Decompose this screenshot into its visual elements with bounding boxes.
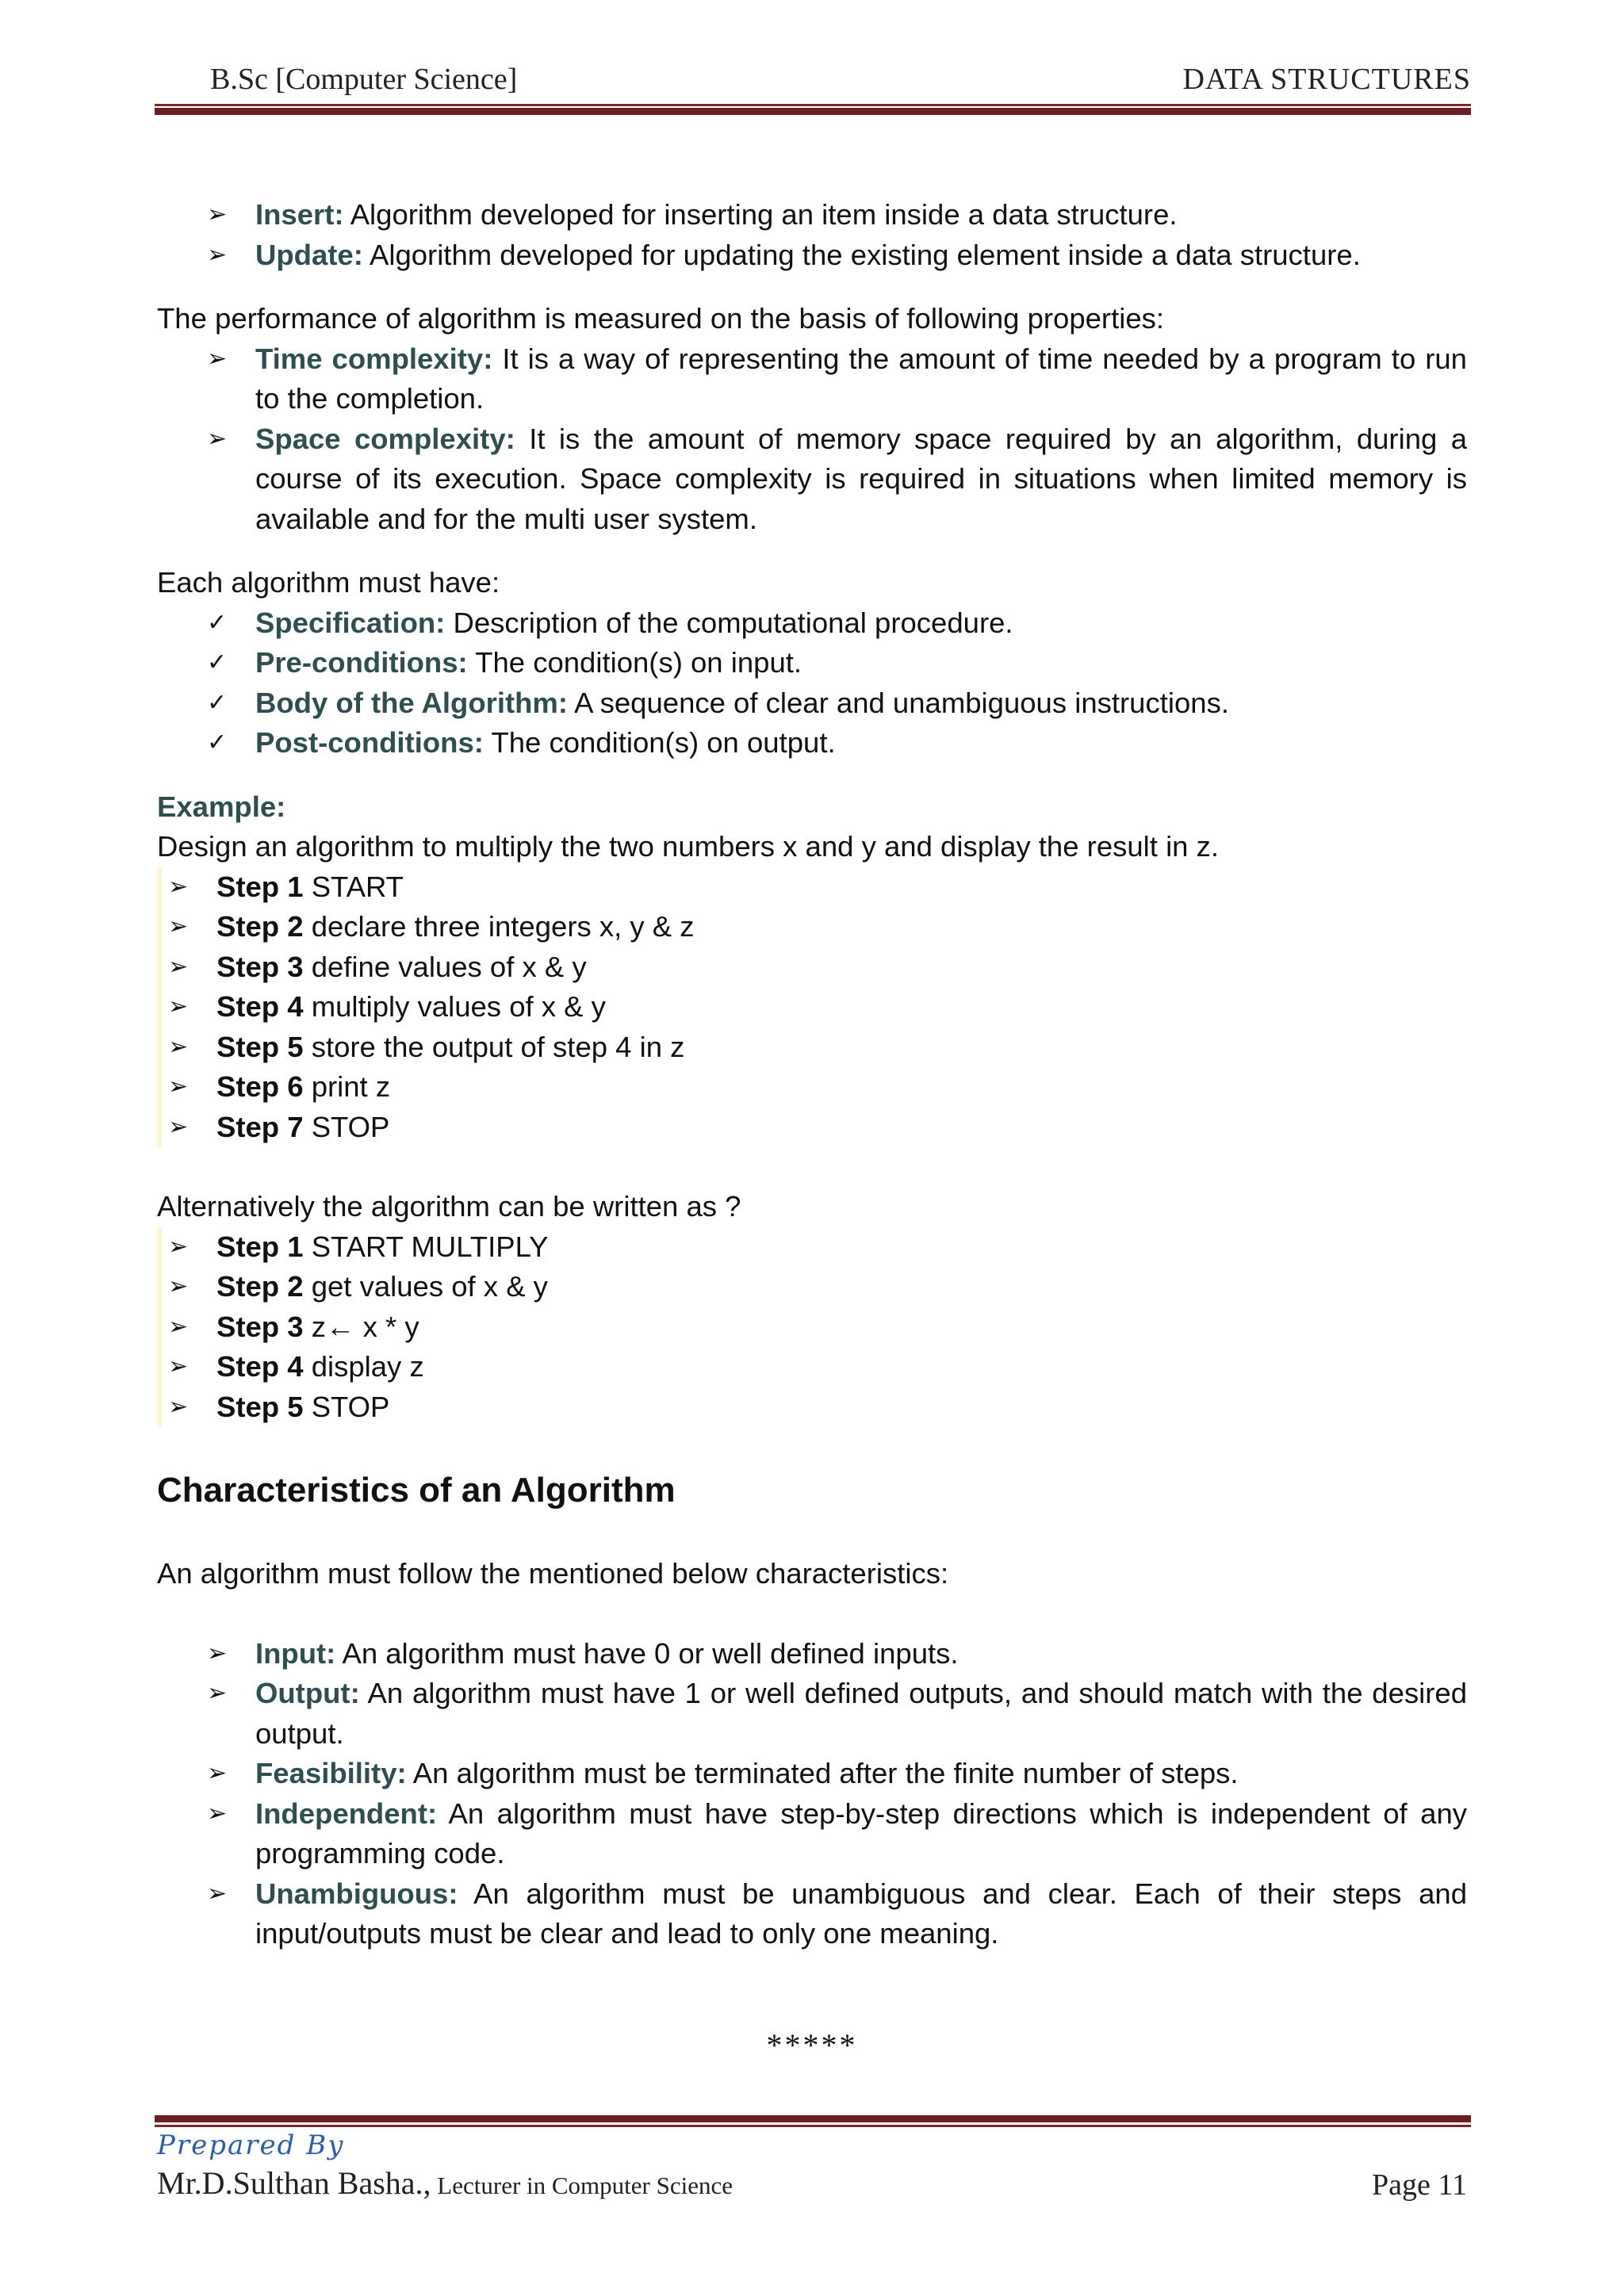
arrow-bullet-icon: ➢ <box>168 993 189 1020</box>
step-text: get values of x & y <box>303 1270 548 1303</box>
list-item <box>157 723 1467 763</box>
term-label: Specification: <box>255 606 446 639</box>
list-item <box>157 1794 1467 1874</box>
performance-list <box>157 339 1467 540</box>
check-bullet-icon: ✓ <box>207 688 228 717</box>
arrow-bullet-icon: ➢ <box>207 424 228 453</box>
step-item <box>162 1227 1467 1268</box>
step-item <box>162 1387 1467 1428</box>
list-item <box>157 1674 1467 1754</box>
step-item <box>162 947 1467 988</box>
footer-rule-thin <box>155 2125 1471 2127</box>
arrow-bullet-icon: ➢ <box>168 1032 189 1061</box>
header-rule-thick <box>155 108 1471 115</box>
term-label: Insert: <box>255 198 344 231</box>
arrow-bullet-icon: ➢ <box>168 1312 189 1341</box>
step-label: Step 2 <box>216 910 304 943</box>
step-text: print z <box>303 1070 391 1103</box>
term-text: An algorithm must be terminated after the finite number of steps. <box>406 1757 1239 1789</box>
arrow-bullet-icon: ➢ <box>207 1799 228 1827</box>
page-content <box>157 195 1467 1954</box>
step-label: Step 6 <box>216 1070 304 1103</box>
term-text: Algorithm developed for inserting an item inside a data structure. <box>343 198 1178 231</box>
must-have-intro: Each algorithm must have: <box>157 566 500 599</box>
page-number: Page 11 <box>1372 2168 1467 2202</box>
step-text: STOP <box>303 1110 390 1143</box>
example-text: Design an algorithm to multiply the two numbers x and y and display the result in z. <box>157 830 1220 863</box>
step-text: z← x * y <box>303 1310 419 1343</box>
step-item <box>162 1108 1467 1148</box>
example-label: Example: <box>157 790 286 823</box>
check-bullet-icon: ✓ <box>207 729 228 756</box>
step-label: Step 3 <box>216 950 304 983</box>
step-label: Step 3 <box>216 1310 304 1343</box>
step-item <box>162 907 1467 947</box>
list-item <box>157 195 1467 235</box>
step-label: Step 5 <box>216 1390 304 1423</box>
term-label: Input: <box>255 1636 336 1670</box>
term-label: Space complexity: <box>255 422 515 455</box>
step-item <box>162 867 1467 908</box>
list-item <box>157 643 1467 683</box>
term-label: Unambiguous: <box>255 1877 458 1910</box>
must-have-list <box>157 603 1467 763</box>
footer-author <box>157 2164 733 2202</box>
term-label: Output: <box>255 1677 360 1709</box>
footer-rule-thick <box>155 2115 1471 2122</box>
check-bullet-icon: ✓ <box>207 608 228 637</box>
list-item <box>157 419 1467 540</box>
list-item <box>157 1634 1467 1674</box>
term-text: An algorithm must have 0 or well defined inputs. <box>335 1636 959 1670</box>
step-item <box>162 1347 1467 1387</box>
operations-list <box>157 195 1467 275</box>
term-text: An algorithm must have 1 or well defined outputs, and should match with the desired output. <box>255 1677 1467 1750</box>
term-text: An algorithm must have step-by-step directions which is independent of any programming code. <box>255 1797 1467 1869</box>
step-text: multiply values of x & y <box>303 990 606 1023</box>
arrow-bullet-icon: ➢ <box>207 344 228 373</box>
step-text: define values of x & y <box>303 950 587 983</box>
step-text: START MULTIPLY <box>303 1230 549 1263</box>
step-label: Step 4 <box>216 1350 304 1383</box>
arrow-bullet-icon: ➢ <box>168 1392 189 1421</box>
term-label: Independent: <box>255 1797 438 1830</box>
check-bullet-icon: ✓ <box>207 649 228 676</box>
step-label: Step 5 <box>216 1030 304 1063</box>
author-role: Lecturer in Computer Science <box>431 2172 733 2199</box>
arrow-bullet-icon: ➢ <box>168 1112 189 1141</box>
term-text: A sequence of clear and unambiguous instructions. <box>568 686 1229 719</box>
arrow-bullet-icon: ➢ <box>207 1639 228 1667</box>
term-label: Update: <box>255 238 363 271</box>
arrow-bullet-icon: ➢ <box>168 913 189 940</box>
steps-list <box>157 867 1467 1148</box>
term-label: Body of the Algorithm: <box>255 686 569 719</box>
term-label: Pre-conditions: <box>255 646 468 679</box>
end-mark: ***** <box>766 2027 858 2063</box>
step-text: display z <box>303 1350 424 1383</box>
step-item <box>162 1027 1467 1068</box>
term-text: An algorithm must be unambiguous and clear. Each of their steps and input/outputs must be clear and lead to only one meaning. <box>255 1877 1467 1950</box>
header-rule-thin <box>155 104 1471 106</box>
list-item <box>157 683 1467 724</box>
header-course: B.Sc [Computer Science] <box>210 63 518 96</box>
prepared-by: Prepared By <box>157 2130 345 2161</box>
term-text: Algorithm developed for updating the existing element inside a data structure. <box>362 238 1361 271</box>
arrow-bullet-icon: ➢ <box>207 1879 228 1908</box>
characteristics-list <box>157 1634 1467 1954</box>
step-label: Step 1 <box>216 1230 304 1263</box>
step-item <box>162 987 1467 1027</box>
alt-intro: Alternatively the algorithm can be written as ? <box>157 1190 741 1223</box>
step-text: START <box>303 870 404 903</box>
arrow-bullet-icon: ➢ <box>168 872 189 901</box>
term-text: It is a way of representing the amount of time needed by a program to run to the completion. <box>255 342 1467 415</box>
step-item <box>162 1267 1467 1307</box>
step-text: declare three integers x, y & z <box>303 910 695 943</box>
step-label: Step 1 <box>216 870 304 903</box>
alt-steps-list <box>157 1227 1467 1428</box>
arrow-bullet-icon: ➢ <box>207 240 228 269</box>
arrow-bullet-icon: ➢ <box>207 1679 228 1707</box>
list-item <box>157 339 1467 419</box>
arrow-bullet-icon: ➢ <box>168 1353 189 1380</box>
arrow-bullet-icon: ➢ <box>168 1073 189 1100</box>
characteristics-intro: An algorithm must follow the mentioned below characteristics: <box>157 1557 949 1590</box>
author-name: Mr.D.Sulthan Basha., <box>157 2165 431 2201</box>
term-label: Post-conditions: <box>255 726 484 759</box>
arrow-bullet-icon: ➢ <box>168 1232 189 1261</box>
step-label: Step 7 <box>216 1110 304 1143</box>
step-item <box>162 1067 1467 1108</box>
list-item <box>157 1754 1467 1794</box>
term-label: Feasibility: <box>255 1757 407 1789</box>
term-text: The condition(s) on input. <box>467 646 802 679</box>
term-text: Description of the computational procedure. <box>445 606 1013 639</box>
section-title: Characteristics of an Algorithm <box>157 1471 676 1510</box>
arrow-bullet-icon: ➢ <box>168 1272 189 1300</box>
page-header <box>155 57 1471 105</box>
step-label: Step 2 <box>216 1270 304 1303</box>
list-item <box>157 1874 1467 1954</box>
step-text: store the output of step 4 in z <box>303 1030 685 1063</box>
term-label: Time complexity: <box>255 342 493 375</box>
arrow-bullet-icon: ➢ <box>207 201 228 228</box>
step-text: STOP <box>303 1390 390 1423</box>
header-subject: DATA STRUCTURES <box>1182 63 1471 96</box>
arrow-bullet-icon: ➢ <box>168 952 189 981</box>
list-item <box>157 603 1467 644</box>
term-text: It is the amount of memory space required by an algorithm, during a course of its execution. Space complexity is required in situations when limited memory is available and for the multi user system. <box>255 422 1468 535</box>
arrow-bullet-icon: ➢ <box>207 1759 228 1787</box>
term-text: The condition(s) on output. <box>483 726 836 759</box>
performance-intro: The performance of algorithm is measured on the basis of following properties: <box>157 302 1165 335</box>
step-label: Step 4 <box>216 990 304 1023</box>
list-item <box>157 235 1467 276</box>
step-item <box>162 1307 1467 1348</box>
